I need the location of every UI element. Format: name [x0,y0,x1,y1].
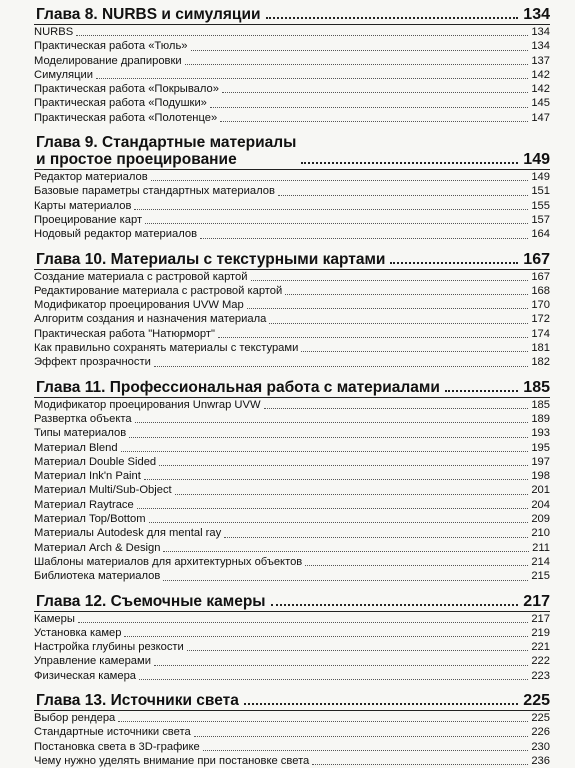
entry-page-number: 195 [531,441,550,454]
chapter-title [36,379,440,396]
toc-entry [34,469,550,483]
entry-title: Практическая работа «Подушки» [34,97,207,110]
dot-leader [121,451,529,452]
toc-entry [34,669,550,683]
chapter-heading [34,593,550,610]
entry-page-number: 181 [531,342,550,355]
chapter-page-number: 134 [523,6,550,23]
dot-leader [305,565,528,566]
chapter-heading [34,134,550,168]
toc-entry [34,111,550,125]
entry-page-number: 211 [532,541,550,554]
entry-title: Шаблоны материалов для архитектурных объектов [34,555,303,568]
toc-entry [34,213,550,227]
entry-page-number: 167 [531,270,550,283]
toc-entry [34,54,550,68]
dot-leader [301,351,528,352]
entry-page-number: 185 [531,398,550,411]
entry-page-number: 219 [531,626,550,639]
entry-title: Редактирование материала с растровой картой [34,284,283,297]
entry-title: Установка камер [34,626,122,639]
chapter-title [36,251,385,268]
chapter-section [34,593,550,683]
entry-title: Карты материалов [34,199,132,212]
chapter-title [36,134,296,168]
chapter-title-line: Глава 8. NURBS и симуляции [36,6,261,23]
entry-title: Развертка объекта [34,412,132,425]
dot-leader [285,294,528,295]
chapter-page-number: 217 [523,592,550,610]
entry-page-number: 134 [531,40,550,53]
entry-page-number: 197 [531,455,550,468]
entry-title: Моделирование драпировки [34,54,182,67]
entry-title: Модификатор проецирования Unwrap UVW [34,398,261,411]
entry-page-number: 137 [531,54,550,67]
entry-title: Как правильно сохранять материалы с текстурами [34,342,299,355]
toc-entry [34,541,550,555]
toc-entry [34,483,550,497]
entry-title: Алгоритм создания и назначения материала [34,313,267,326]
toc-entry [34,455,550,469]
entry-page-number: 198 [531,470,550,483]
entry-title: Создание материала с растровой картой [34,270,248,283]
chapter-title-line: Глава 9. Стандартные материалы [36,134,297,152]
chapter-heading [34,6,550,23]
entry-title: Материал Double Sided [34,455,157,468]
entry-title: Выбор рендера [34,711,116,724]
entry-page-number: 164 [531,228,550,241]
dot-leader [144,479,528,480]
chapter-title-line: Глава 12. Съемочные камеры [36,592,266,610]
toc-entry [34,327,550,341]
chapter-title-line: Глава 11. Профессиональная работа с материалами [36,378,440,396]
entry-page-number: 142 [531,68,550,81]
entry-title: Материал Top/Bottom [34,513,146,526]
dot-leader [271,604,519,606]
chapter-heading [34,379,550,396]
entry-page-number: 151 [531,185,550,198]
toc-entry [34,711,550,725]
entry-page-number: 226 [531,726,550,739]
toc-entry [34,39,550,53]
chapter-title [36,6,261,23]
entry-title: Материал Raytrace [34,498,134,511]
entry-page-number: 204 [531,498,550,511]
entry-page-number: 214 [531,555,550,568]
dot-leader [185,64,529,65]
dot-leader [159,465,528,466]
chapter-title-line: и простое проецирование [36,151,237,169]
entry-page-number: 225 [531,711,550,724]
entry-page-number: 223 [531,669,550,682]
toc-entry [34,398,550,412]
toc-entry [34,740,550,754]
dot-leader [78,622,528,623]
dot-leader [135,422,529,423]
entry-page-number: 172 [531,313,550,326]
dot-leader [269,323,528,324]
entry-title: Библиотека материалов [34,570,161,583]
dot-leader [191,50,529,51]
chapter-page-number: 185 [523,378,550,396]
entry-page-number: 134 [531,26,550,38]
entry-title: Базовые параметры стандартных материалов [34,185,275,198]
toc-entry [34,426,550,440]
dot-leader [151,180,529,181]
dot-leader [124,636,528,637]
toc-entry [34,640,550,654]
entry-title: NURBS [34,26,74,38]
dot-leader [76,35,528,36]
entry-title: Камеры [34,612,75,625]
entry-page-number: 147 [531,111,550,124]
toc-entry [34,754,550,768]
toc-entry [34,626,550,640]
dot-leader [154,366,529,367]
toc-entry [34,569,550,583]
entry-page-number: 170 [531,299,550,312]
entry-page-number: 149 [531,171,550,184]
dot-leader [163,551,529,552]
dot-leader [222,92,528,93]
entry-title: Чему нужно уделять внимание при постановке света [34,754,310,767]
toc-entry [34,412,550,426]
toc-entry [34,498,550,512]
dot-leader [210,107,528,108]
dot-leader [247,308,529,309]
toc-entry [34,555,550,569]
dot-leader [445,390,518,392]
chapter-heading [34,692,550,709]
entry-title: Практическая работа «Полотенце» [34,111,218,124]
entry-page-number: 209 [531,513,550,526]
dot-leader [163,580,528,581]
dot-leader [220,121,528,122]
dot-leader [224,537,528,538]
entry-page-number: 222 [531,655,550,668]
toc-entry [34,441,550,455]
dot-leader [96,78,528,79]
toc-entry [34,96,550,110]
toc-entry [34,512,550,526]
dot-leader [194,736,529,737]
dot-leader [301,162,518,164]
entry-title: Постановка света в 3D-графике [34,740,200,753]
toc-entry [34,68,550,82]
dot-leader [390,262,518,264]
toc-entry [34,82,550,96]
chapter-page-number: 225 [523,691,550,709]
entry-title: Проецирование карт [34,213,143,226]
dot-leader [203,750,529,751]
dot-leader [149,522,529,523]
entry-title: Эффект прозрачности [34,356,151,369]
entry-title: Практическая работа "Натюрморт" [34,327,215,340]
toc-entry [34,284,550,298]
toc-entry [34,654,550,668]
dot-leader [187,650,529,651]
entry-title: Управление камерами [34,655,151,668]
toc-entry [34,312,550,326]
chapter-section [34,692,550,768]
toc-entry [34,355,550,369]
chapter-heading [34,251,550,268]
entry-title: Материал Blend [34,441,118,454]
entry-title: Настройка глубины резкости [34,641,184,654]
entry-title: Практическая работа «Тюль» [34,40,188,53]
dot-leader [200,238,528,239]
dot-leader [244,703,518,705]
entry-title: Физическая камера [34,669,137,682]
dot-leader [251,280,529,281]
entry-title: Практическая работа «Покрывало» [34,83,219,96]
entry-page-number: 182 [531,356,550,369]
entry-title: Материалы Autodesk для mental ray [34,527,222,540]
entry-page-number: 217 [531,612,550,625]
entry-title: Типы материалов [34,427,127,440]
chapter-title [36,692,239,709]
chapter-section [34,6,550,125]
entry-title: Материал Arch & Design [34,541,161,554]
dot-leader [266,17,519,19]
toc-entry [34,227,550,241]
entry-page-number: 193 [531,427,550,440]
chapter-section [34,379,550,584]
dot-leader [118,721,528,722]
entry-title: Материал Ink'n Paint [34,470,141,483]
dot-leader [264,408,529,409]
toc-entry [34,341,550,355]
entry-page-number: 236 [531,754,550,767]
dot-leader [129,437,528,438]
entry-title: Материал Multi/Sub-Object [34,484,172,497]
entry-page-number: 210 [531,527,550,540]
chapter-page-number: 167 [523,250,550,268]
dot-leader [145,223,528,224]
entry-page-number: 145 [531,97,550,110]
chapter-section [34,251,550,370]
chapter-title-line: Глава 10. Материалы с текстурными картами [36,250,386,268]
entry-page-number: 221 [531,641,550,654]
toc-entry [34,725,550,739]
table-of-contents [34,0,550,768]
toc-entry [34,270,550,284]
chapter-title-line: Глава 13. Источники света [36,691,239,709]
entry-page-number: 155 [531,199,550,212]
entry-page-number: 201 [531,484,550,497]
toc-entry [34,612,550,626]
dot-leader [312,764,528,765]
dot-leader [139,679,528,680]
entry-title: Модификатор проецирования UVW Map [34,299,244,312]
toc-entry [34,25,550,39]
entry-title: Нодовый редактор материалов [34,228,198,241]
entry-title: Стандартные источники света [34,726,191,739]
toc-entry [34,526,550,540]
dot-leader [134,209,528,210]
entry-page-number: 215 [531,570,550,583]
entry-title: Редактор материалов [34,171,148,184]
entry-page-number: 189 [531,412,550,425]
dot-leader [278,195,528,196]
entry-title: Симуляции [34,68,93,81]
entry-page-number: 230 [531,740,550,753]
toc-entry [34,184,550,198]
toc-entry [34,170,550,184]
dot-leader [137,508,529,509]
entry-page-number: 174 [531,327,550,340]
chapter-section [34,134,550,241]
chapter-title [36,593,266,610]
dot-leader [175,494,529,495]
entry-page-number: 142 [531,83,550,96]
entry-page-number: 168 [531,284,550,297]
toc-entry [34,298,550,312]
entry-page-number: 157 [531,213,550,226]
dot-leader [154,665,528,666]
chapter-page-number: 149 [523,151,550,169]
dot-leader [218,337,528,338]
toc-entry [34,199,550,213]
